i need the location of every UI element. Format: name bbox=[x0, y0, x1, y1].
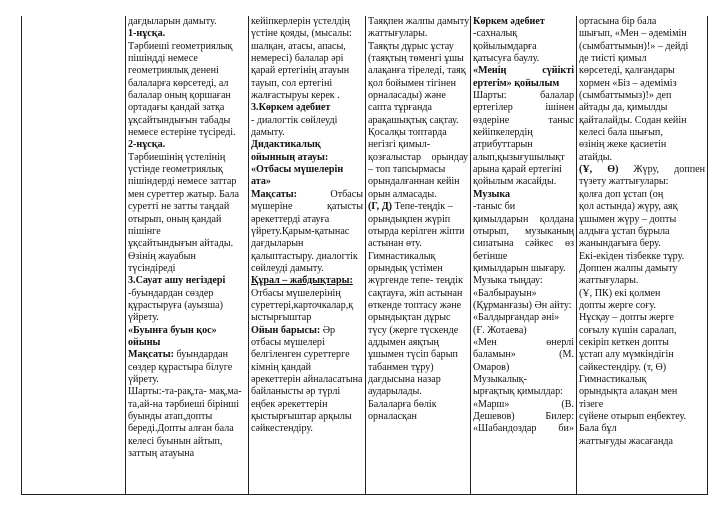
text-line: шалқан, атасы, апасы, bbox=[251, 40, 346, 52]
text-line: дамыту. bbox=[251, 127, 285, 139]
table-column-3 bbox=[248, 16, 365, 494]
text-line: қозғалыстар орындау bbox=[368, 151, 468, 163]
text-line bbox=[251, 189, 363, 201]
text-line: - диалогтік сөйлеуді bbox=[251, 114, 338, 126]
text-line: қойылым жасайды. bbox=[473, 176, 557, 188]
text-line: отырып, оның қандай bbox=[128, 213, 222, 225]
text-line: 1-нұсқа. bbox=[128, 28, 166, 40]
table-column-1 bbox=[22, 16, 125, 494]
table-column-4 bbox=[365, 16, 470, 494]
text-line: үстіне қояды, (мысалы: bbox=[251, 28, 352, 40]
text-line: -таныс би bbox=[473, 201, 516, 213]
text-line: үйрету.Қарым-қатынас bbox=[251, 225, 350, 237]
text-line: түзету жаттығулары: bbox=[579, 176, 669, 188]
text-line bbox=[128, 349, 246, 361]
text-line: «Отбасы мүшелерін bbox=[251, 164, 344, 176]
text-line: кейіпкелердің bbox=[473, 127, 533, 139]
text-line: ортадағы қандай затқа bbox=[128, 102, 225, 114]
text-line: «Менің сүйікті bbox=[473, 65, 574, 77]
text-line: береді.Допты алған бала bbox=[128, 423, 234, 435]
text-line: де тиісті қимыл bbox=[579, 53, 647, 65]
text-line: астынан өту. bbox=[368, 238, 422, 250]
text-line: ыстырғыштар bbox=[251, 312, 312, 324]
text-line: қимылдарын қолдана bbox=[473, 213, 574, 225]
text-line: сипатына сәйкес өз bbox=[473, 238, 574, 250]
line-rest: Жүру, доппен bbox=[618, 164, 705, 176]
text-line: атрибуттарын bbox=[473, 139, 533, 151]
text-line: пішіндді немесе bbox=[128, 53, 198, 65]
text-line: ұқсайтындығын табады bbox=[128, 114, 231, 126]
bold-lead: Мақсаты: bbox=[251, 188, 297, 200]
text-line: Шарты: балалар bbox=[473, 90, 574, 102]
text-line: геометриялық денені bbox=[128, 65, 219, 77]
table-column-2 bbox=[125, 16, 248, 494]
text-line: сақтауға, жіп астынан bbox=[368, 287, 463, 299]
text-line: Музыка тыңдау: bbox=[473, 275, 543, 287]
text-line: жаттығулары. bbox=[579, 275, 639, 287]
text-line: өздеріне таныс bbox=[473, 114, 574, 126]
text-line: Қосалқы топтарда bbox=[368, 127, 447, 139]
text-line: жүргенде тепе- теңдік bbox=[368, 275, 463, 287]
text-line: алақанға тіреледі, таяқ bbox=[368, 65, 466, 77]
text-line: дағдыларын bbox=[251, 238, 304, 250]
text-line: отырда керілген жіпти bbox=[368, 225, 465, 237]
text-line: белгіленген суреттерге bbox=[251, 349, 350, 361]
text-line: қатысуға баулу. bbox=[473, 53, 540, 65]
text-line: Гимнастикалық bbox=[368, 250, 436, 262]
text-line: Нұсқау – допты жерге bbox=[579, 312, 674, 324]
text-line: Музыкалық- bbox=[473, 373, 527, 385]
text-line: «Буынға буын қос» bbox=[128, 324, 217, 336]
text-line: орналасады) және bbox=[368, 90, 446, 102]
text-line: ертегім» қойылым bbox=[473, 77, 560, 89]
text-line: Доппен жалпы дамыту bbox=[579, 262, 678, 274]
line-rest: Әр bbox=[320, 324, 336, 336]
text-line: қойылымдарға bbox=[473, 40, 537, 52]
text-line: шығып, «Мен – әдемімін bbox=[579, 28, 687, 40]
text-line: отырып, музыканың bbox=[473, 225, 574, 237]
bold-lead: (Ұ, Ө) bbox=[579, 164, 619, 176]
text-line: секіріп кеткен допты bbox=[579, 336, 669, 348]
text-line: 3.Сауат ашу негіздері bbox=[128, 275, 226, 287]
text-line: орындық үстімен bbox=[368, 262, 443, 274]
text-line: атайды. bbox=[579, 151, 613, 163]
text-line: сүйене отырып еңбектеу. bbox=[579, 411, 687, 422]
text-line: – топ тапсырмасы bbox=[368, 164, 446, 176]
text-line: орындықтан дұрыс bbox=[368, 312, 451, 324]
text-line: аддымен аяқтың bbox=[368, 336, 439, 348]
text-line: дағдысына назар bbox=[368, 373, 441, 385]
bold-lead: Ойын барысы: bbox=[251, 324, 321, 336]
text-line: қимылдарын шығару. bbox=[473, 262, 566, 274]
text-line: ұстап алу мүмкіндігін bbox=[579, 349, 674, 361]
text-line: ырғақтық қимылдар: bbox=[473, 386, 563, 398]
text-line: дағдыларын дамыту. bbox=[128, 16, 217, 27]
text-line: тізеге bbox=[579, 398, 604, 410]
text-line: соғылу күшін саралап, bbox=[579, 324, 677, 336]
text-line: өткенде топтасу және bbox=[368, 299, 462, 311]
text-line: Екі-екіден тізбекке тұру. bbox=[579, 250, 685, 262]
text-line: Балаларға бөлік bbox=[368, 398, 437, 410]
text-line: Дешевов) Билер: bbox=[473, 411, 574, 422]
text-line: мен суреттер жатыр. Бала bbox=[128, 188, 239, 200]
text-line: үйрету. bbox=[128, 312, 159, 324]
text-line: сөйлеуді дамыту. bbox=[251, 262, 324, 274]
text-line: ойынның атауы: bbox=[251, 151, 329, 163]
text-line: Көркем әдебиет bbox=[473, 16, 545, 27]
text-line: үстінде геометриялық bbox=[128, 164, 223, 176]
text-line: табанмен тұру) bbox=[368, 361, 434, 373]
text-line: алдыға ұстап бұрыла bbox=[579, 225, 670, 237]
text-line: -сахналық bbox=[473, 28, 518, 40]
text-line: ертегілер ішінен bbox=[473, 102, 574, 114]
text-line: «Марш» (В. bbox=[473, 398, 574, 410]
text-line: сәйкестендіру. bbox=[251, 423, 313, 435]
text-line: Таяқты дұрыс ұстау bbox=[368, 40, 454, 52]
text-line: «Балдырғандар әні» bbox=[473, 312, 560, 324]
text-line: допты жерге соғу. bbox=[579, 299, 656, 311]
text-line: құрастыруға (ауызша) bbox=[128, 299, 224, 311]
text-line: мүшеріне қатысты bbox=[251, 201, 363, 213]
text-line: жаттығулары. bbox=[368, 28, 428, 40]
text-line: -буындардан сөздер bbox=[128, 287, 214, 299]
text-line: бетінше bbox=[473, 250, 508, 262]
text-line: заттың атауына bbox=[128, 448, 195, 460]
text-line: сапта тұрғанда bbox=[368, 102, 433, 114]
text-line: орындықта алақан мен bbox=[579, 386, 678, 398]
text-line: ұшымен түсіп барып bbox=[368, 349, 458, 361]
text-line: Тәрбиешінің үстелінің bbox=[128, 151, 226, 163]
text-line: өзінің жеке қасиетін bbox=[579, 139, 667, 151]
bold-lead: Мақсаты: bbox=[128, 349, 174, 361]
text-line: айтады да, қимылды bbox=[579, 102, 668, 114]
text-line: аударылады. bbox=[368, 386, 422, 398]
text-line: келесі бала шығып, bbox=[579, 127, 663, 139]
text-line: суреттері,карточкалар,қ bbox=[251, 299, 354, 311]
text-line: Құрал – жабдықтары: bbox=[251, 275, 353, 287]
text-line: немесе естеріне түсіреді. bbox=[128, 127, 236, 139]
text-line: пішіндерді немесе заттар bbox=[128, 176, 237, 188]
text-line: көрсетеді, қалғандары bbox=[579, 65, 675, 77]
text-line: ұқсайтындығын айтады. bbox=[128, 238, 234, 250]
text-line: қол астында) жүру, аяқ bbox=[579, 201, 678, 213]
text-line: (сымбаттымын)!» – дейді bbox=[579, 40, 689, 52]
text-line: (Ұ, ПК) екі қолмен bbox=[579, 287, 661, 299]
text-line: Тәрбиеші геометриялық bbox=[128, 40, 233, 52]
text-line: қайталайды. Содан кейін bbox=[579, 114, 687, 126]
text-line: арақашықтық сақтау. bbox=[368, 114, 459, 126]
text-line: Өзінің жауабын bbox=[128, 250, 196, 262]
text-line: ата» bbox=[251, 176, 271, 188]
text-line: (сымбаттымыз)!» деп bbox=[579, 90, 672, 102]
text-line: (Ғ. Жотаева) bbox=[473, 324, 527, 336]
text-line: 2-нұсқа. bbox=[128, 139, 166, 151]
text-line: Таяқпен жалпы дамыту bbox=[368, 16, 470, 27]
text-line: негізгі қимыл- bbox=[368, 139, 431, 151]
text-line: қалыптастыру. диалогтік bbox=[251, 250, 358, 262]
text-line: тауып, сол ертегіні bbox=[251, 77, 333, 89]
table-column-5 bbox=[470, 16, 576, 494]
text-line: түсіндіреді bbox=[128, 262, 176, 274]
text-line: түсу (жерге түскенде bbox=[368, 324, 459, 336]
table-column-6 bbox=[576, 16, 707, 494]
text-line: Музыка bbox=[473, 188, 511, 200]
text-line: орналасқан bbox=[368, 411, 417, 422]
text-line: пішінге bbox=[128, 225, 161, 237]
lesson-plan-table bbox=[21, 16, 708, 495]
text-line: алып,қызығушылықт bbox=[473, 151, 565, 163]
text-line: «Мен өнерлі bbox=[473, 336, 574, 348]
text-line: Дидактикалық bbox=[251, 139, 321, 151]
text-line: Омаров) bbox=[473, 361, 510, 373]
text-line: баламын» (М. bbox=[473, 349, 574, 361]
text-line: ойыны bbox=[128, 336, 161, 348]
text-line: Гимнастикалық bbox=[579, 373, 647, 385]
text-line: Бала бұл bbox=[579, 423, 617, 435]
text-line: қыстырғыштар арқылы bbox=[251, 411, 352, 422]
text-line: Отбасы мүшелерінің bbox=[251, 287, 341, 299]
text-line: орындалғаннан кейін bbox=[368, 176, 460, 188]
text-line: (таяқтың төменгі ұшы bbox=[368, 53, 464, 65]
text-line: буынды атап,допты bbox=[128, 411, 213, 422]
line-rest: буындардан bbox=[173, 349, 229, 361]
text-line: отбасы мүшелері bbox=[251, 336, 325, 348]
text-line bbox=[251, 325, 363, 337]
text-line: арына қарай ертегіні bbox=[473, 164, 562, 176]
text-line: қолға доп ұстап (оң bbox=[579, 188, 664, 200]
text-line: кейіпкерлерін үстелдің bbox=[251, 16, 350, 27]
text-line: байланысты әр түрлі bbox=[251, 386, 341, 398]
text-line: «Шабандоздар би» bbox=[473, 423, 574, 435]
text-line: жанындағыға беру. bbox=[579, 238, 661, 250]
text-line: «Балбырауын» bbox=[473, 287, 537, 299]
text-line: ұшымен жүру – допты bbox=[579, 213, 677, 225]
text-line: хормен «Біз – әдеміміз bbox=[579, 77, 677, 89]
text-line: (Құрманғазы) Ән айту: bbox=[473, 299, 572, 311]
text-line: орындықпен жүріп bbox=[368, 213, 451, 225]
text-line: балалар оның қоршаған bbox=[128, 90, 231, 102]
bold-lead: (Г, Д) bbox=[368, 201, 392, 213]
text-line: үйрету. bbox=[128, 373, 159, 385]
text-line: жалғастыруы керек . bbox=[251, 90, 340, 102]
text-line: ортасына бір бала bbox=[579, 16, 657, 27]
line-rest: Тепе-теңдік – bbox=[392, 201, 453, 213]
text-line: келесі буынын айтып, bbox=[128, 435, 223, 447]
text-line: әрекеттерді атауға bbox=[251, 213, 330, 225]
text-line: немересі) балалар әрі bbox=[251, 53, 344, 65]
text-line: кімнің қандай bbox=[251, 361, 312, 373]
text-line: суретті не затты таңдай bbox=[128, 201, 230, 213]
text-line bbox=[579, 164, 705, 176]
text-line: жаттығуды жасағанда bbox=[579, 435, 673, 447]
text-line: Шарты:-та-рақ,та- мақ,ма- bbox=[128, 386, 242, 398]
text-line: сәйкестендіру. (т, Ө) bbox=[579, 361, 667, 373]
text-line: қол бойымен тігінен bbox=[368, 77, 456, 89]
text-line: қарай ертегінің атауын bbox=[251, 65, 350, 77]
text-line: орын алмасады. bbox=[368, 188, 437, 200]
text-line: еңбек әрекеттерін bbox=[251, 398, 328, 410]
text-line: сөздер құрастыра білуге bbox=[128, 361, 233, 373]
text-line: 3.Көркем әдебиет bbox=[251, 102, 331, 114]
text-line: балаларға көрсетеді, ал bbox=[128, 77, 229, 89]
text-line: та,ай-на тәрбиеші бірінші bbox=[128, 398, 240, 410]
text-line: әрекеттерін айналасатына bbox=[251, 373, 363, 385]
line-rest: Отбасы bbox=[296, 188, 363, 200]
text-line bbox=[368, 201, 468, 213]
